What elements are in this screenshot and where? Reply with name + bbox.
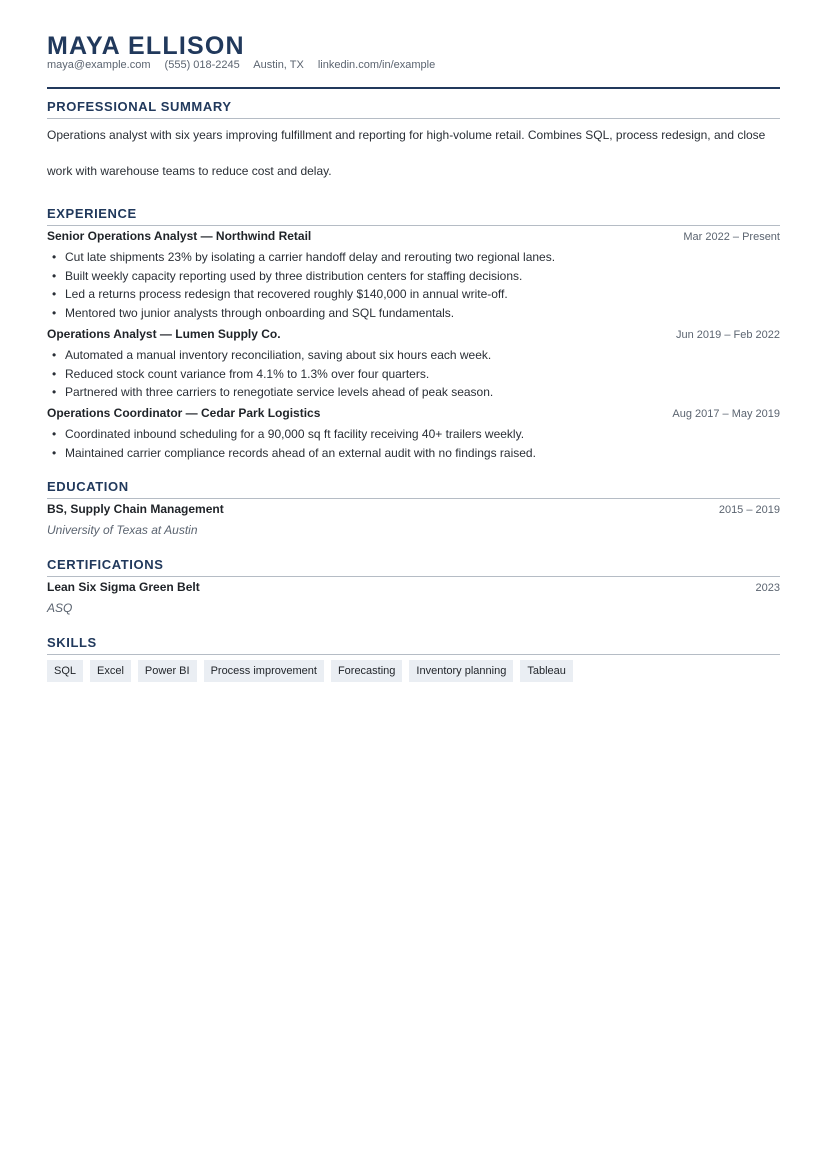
skill-tag: Inventory planning bbox=[409, 660, 513, 682]
education-dates: 2015 – 2019 bbox=[718, 504, 780, 516]
contact-email: maya@example.com bbox=[47, 59, 151, 71]
summary-heading: PROFESSIONAL SUMMARY bbox=[47, 99, 780, 119]
job-bullets bbox=[47, 425, 780, 462]
job-bullet: • Led a returns process redesign that recovered roughly $140,000 in annual write-off. bbox=[47, 285, 780, 304]
job-bullet: • Built weekly capacity reporting used by three distribution centers for staffing decisions. bbox=[47, 267, 780, 286]
job-header bbox=[47, 406, 780, 425]
certifications-heading: CERTIFICATIONS bbox=[47, 557, 780, 577]
job-bullet: • Cut late shipments 23% by isolating a carrier handoff delay and rerouting two regional lanes. bbox=[47, 248, 780, 267]
certification-year: 2023 bbox=[755, 582, 780, 594]
certifications-section bbox=[47, 557, 780, 618]
job-bullet: • Mentored two junior analysts through onboarding and SQL fundamentals. bbox=[47, 304, 780, 323]
job-dates: Mar 2022 – Present bbox=[683, 231, 780, 243]
education-section bbox=[47, 479, 780, 540]
contact-location: Austin, TX bbox=[253, 59, 304, 71]
certification-header bbox=[47, 580, 780, 599]
skill-tag: Forecasting bbox=[331, 660, 402, 682]
skills-list bbox=[47, 660, 780, 682]
skills-section bbox=[47, 635, 780, 682]
job-header bbox=[47, 229, 780, 248]
certification-entry bbox=[47, 580, 780, 618]
summary-text: Operations analyst with six years improving fulfillment and reporting for high-volume retail. Combines SQL, process redesign, and close work with warehouse teams to reduce cost and delay. bbox=[47, 128, 766, 178]
job-bullet: • Reduced stock count variance from 4.1% to 1.3% over four quarters. bbox=[47, 365, 780, 384]
candidate-name: MAYA ELLISON bbox=[47, 32, 245, 60]
school-name: University of Texas at Austin bbox=[47, 523, 198, 537]
job-dates: Jun 2019 – Feb 2022 bbox=[676, 328, 780, 341]
header-divider bbox=[47, 87, 780, 89]
job-title: Senior Operations Analyst — Northwind Retail bbox=[47, 229, 312, 243]
skill-tag: Excel bbox=[90, 660, 131, 682]
contact-line bbox=[47, 58, 446, 72]
job-entry bbox=[47, 406, 780, 462]
job-title: Operations Analyst — Lumen Supply Co. bbox=[47, 326, 281, 341]
job-header bbox=[47, 327, 780, 346]
experience-heading: EXPERIENCE bbox=[47, 206, 780, 226]
job-bullet: • Automated a manual inventory reconciliation, saving about six hours each week. bbox=[47, 346, 780, 365]
job-bullets bbox=[47, 346, 780, 402]
contact-linkedin: linkedin.com/in/example bbox=[317, 59, 436, 71]
job-bullet: • Coordinated inbound scheduling for a 90,000 sq ft facility receiving 40+ trailers weekly. bbox=[47, 425, 780, 444]
contact-phone: (555) 018-2245 bbox=[164, 59, 240, 71]
summary-section bbox=[47, 99, 780, 191]
skills-heading: SKILLS bbox=[47, 635, 780, 655]
education-heading: EDUCATION bbox=[47, 479, 780, 499]
skill-tag: Process improvement bbox=[204, 660, 324, 682]
skill-tag: Power BI bbox=[138, 660, 197, 682]
job-entry bbox=[47, 229, 780, 323]
job-entry bbox=[47, 327, 780, 402]
job-bullet: • Maintained carrier compliance records ahead of an external audit with no findings raised. bbox=[47, 444, 780, 463]
certification-name: Lean Six Sigma Green Belt bbox=[47, 580, 200, 594]
job-bullets bbox=[47, 248, 780, 323]
skill-tag: SQL bbox=[47, 660, 83, 682]
certification-issuer: ASQ bbox=[47, 601, 73, 615]
experience-section bbox=[47, 206, 780, 462]
education-entry bbox=[47, 502, 780, 540]
job-bullet: • Partnered with three carriers to renegotiate service levels ahead of peak season. bbox=[47, 383, 780, 402]
skill-tag: Tableau bbox=[520, 660, 573, 682]
degree-title: BS, Supply Chain Management bbox=[47, 502, 224, 516]
job-title: Operations Coordinator — Cedar Park Logistics bbox=[47, 405, 321, 420]
job-dates: Aug 2017 – May 2019 bbox=[672, 407, 780, 420]
education-header bbox=[47, 502, 780, 521]
